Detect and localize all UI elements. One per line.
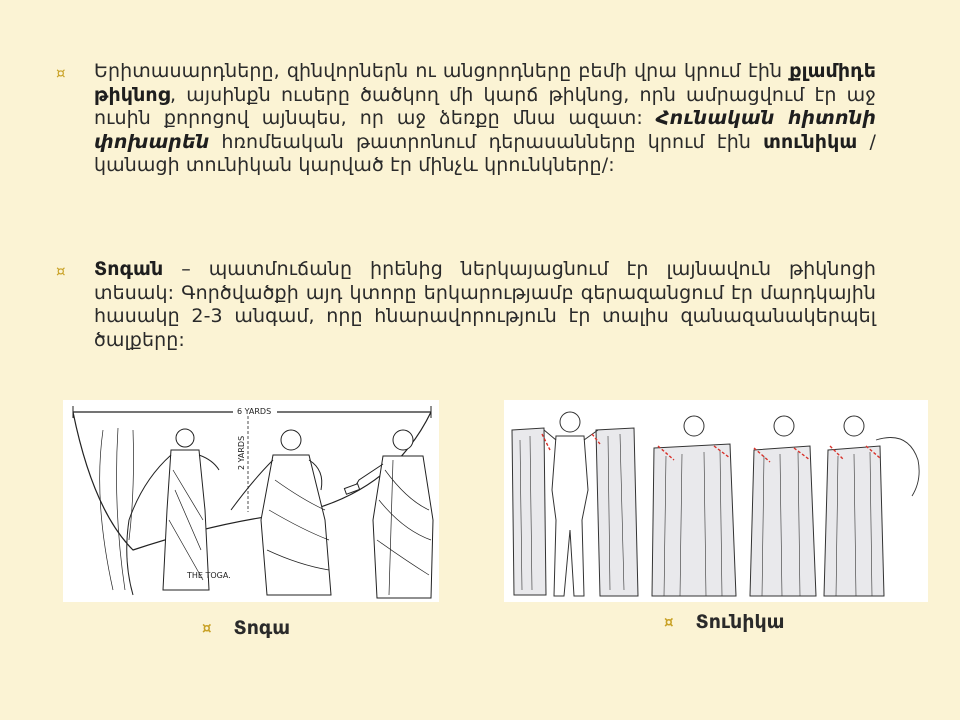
caption-tunic <box>664 611 785 633</box>
toga-figure-1 <box>100 428 219 595</box>
text-segment: , այսինքն ուսերը ծածկող մի կարճ թիկնոց, որն ամրացվում էր աջ ուսին քորոցով այնպես, որ աջ ձեռքը մնա ազատ: <box>94 83 876 129</box>
bullet-marker-icon: ¤ <box>56 262 66 280</box>
toga-figure-label: THE TOGA. <box>187 571 231 580</box>
tunic-step-2 <box>652 416 736 596</box>
dimension-label-top: 6 YARDS <box>237 407 272 416</box>
bullet-marker-icon: ¤ <box>56 64 66 82</box>
dimension-label-side: 2 YARDS <box>237 435 246 470</box>
paragraph-toga <box>94 258 876 352</box>
bullet-marker-icon: ¤ <box>202 618 212 637</box>
bullet-marker-icon: ¤ <box>664 612 674 631</box>
caption-tunic-label: Տունիկա <box>695 611 785 633</box>
toga-figure-2 <box>231 430 331 595</box>
toga-illustration <box>63 400 439 602</box>
text-segment: հռոմեական թատրոնում դերասանները կրում էին <box>209 130 764 153</box>
tunic-figure-1 <box>544 412 598 596</box>
bullet-clamys <box>56 60 876 178</box>
toga-figure-3 <box>344 430 433 598</box>
text-segment-bold-italic: Հունական հիտոնի փոխարեն <box>94 107 876 153</box>
text-segment: – պատմուճանը իրենից ներկայացնում էր լայնավուն թիկնոցի տեսակ: Գործվածքի այդ կտորը երկարությամբ գերազանցում էր մարդկային հասակը 2-3 անգամ, որը հնարավորություն էր տալիս զանազանակերպել ծալքերը: <box>94 258 876 351</box>
tunic-step-4 <box>824 416 919 596</box>
tunic-drawing <box>504 400 928 602</box>
tunic-illustration <box>504 400 928 602</box>
paragraph-clamys <box>94 60 876 178</box>
tunic-step-3 <box>750 416 816 596</box>
text-segment: Երիտասարդները, զինվորներն ու անցորդները բեմի վրա կրում էին <box>94 60 790 82</box>
text-segment-bold: Տոգան <box>94 258 164 280</box>
text-segment: /կանացի տունիկան կարված էր մինչև կրունկները/: <box>94 130 876 176</box>
bullet-toga <box>56 258 876 352</box>
text-segment-bold: քլամիդե թիկնոց <box>94 60 876 106</box>
caption-toga <box>202 617 290 639</box>
toga-drawing <box>63 400 439 602</box>
text-segment-bold: տունիկա <box>763 130 858 153</box>
caption-toga-label: Տոգա <box>233 617 291 639</box>
